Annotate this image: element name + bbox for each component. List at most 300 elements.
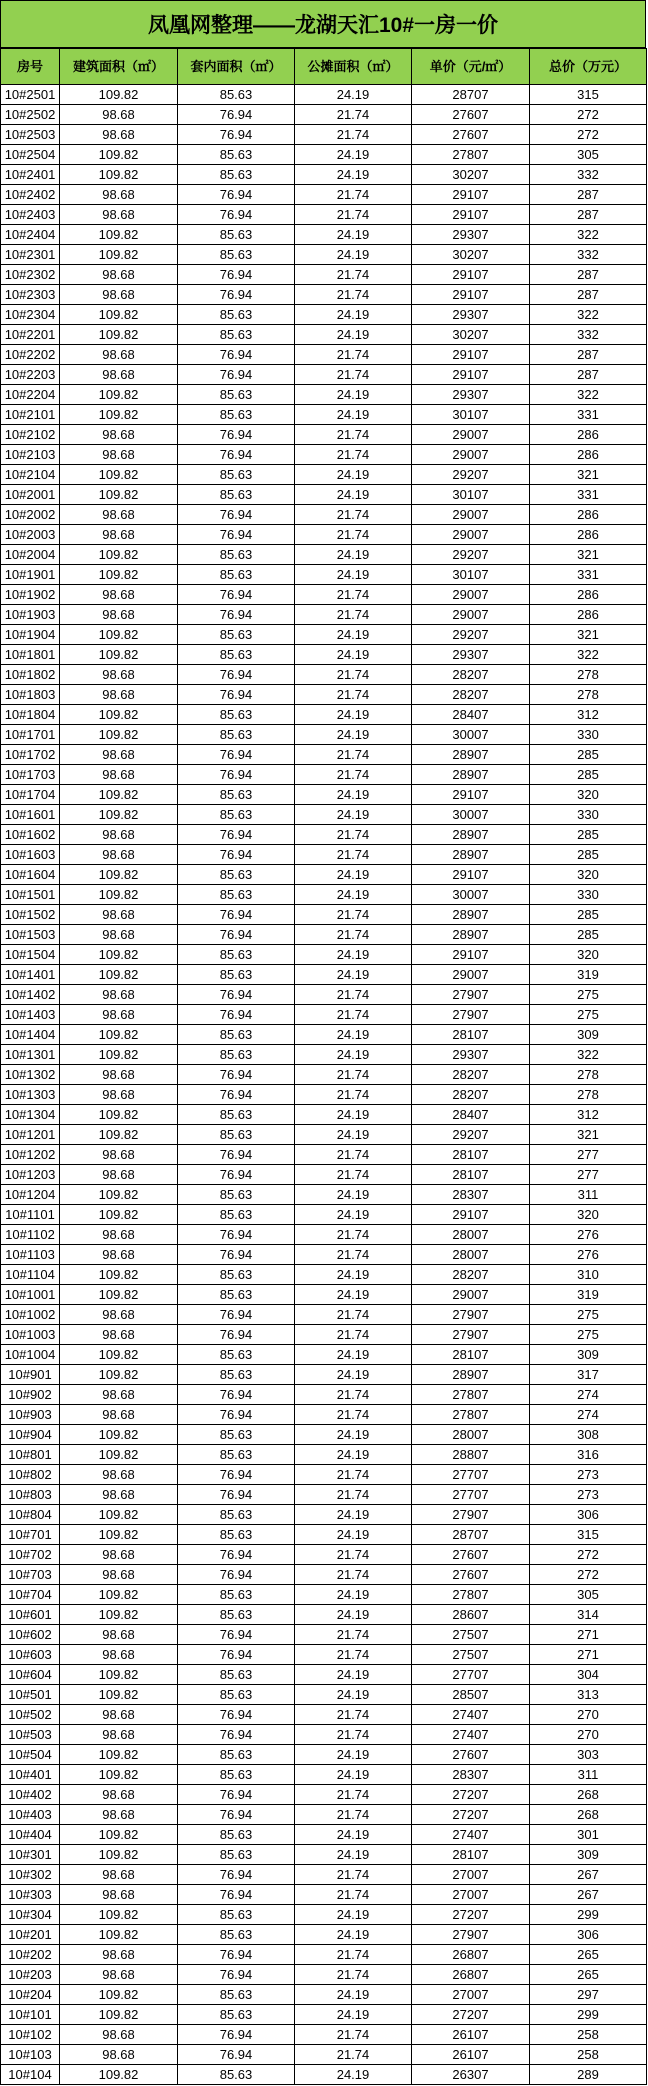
cell-total-price: 299 — [530, 1905, 647, 1925]
cell-room: 10#2004 — [1, 545, 60, 565]
cell-unit-price: 30107 — [412, 485, 530, 505]
table-row — [1, 125, 647, 145]
cell-room: 10#804 — [1, 1505, 60, 1525]
cell-total-price: 273 — [530, 1485, 647, 1505]
cell-shared-area: 21.74 — [295, 1305, 412, 1325]
cell-unit-price: 27407 — [412, 1705, 530, 1725]
cell-shared-area: 21.74 — [295, 345, 412, 365]
cell-inner-area: 76.94 — [178, 1705, 295, 1725]
cell-inner-area: 85.63 — [178, 85, 295, 105]
cell-unit-price: 29107 — [412, 205, 530, 225]
cell-unit-price: 30007 — [412, 805, 530, 825]
cell-shared-area: 24.19 — [295, 1285, 412, 1305]
cell-unit-price: 27907 — [412, 1305, 530, 1325]
table-row — [1, 2025, 647, 2045]
col-header-building-area: 建筑面积（㎡） — [60, 49, 178, 85]
cell-inner-area: 76.94 — [178, 845, 295, 865]
cell-inner-area: 85.63 — [178, 885, 295, 905]
table-row — [1, 1585, 647, 1605]
cell-total-price: 274 — [530, 1385, 647, 1405]
cell-shared-area: 21.74 — [295, 1625, 412, 1645]
cell-building-area: 98.68 — [60, 2045, 178, 2065]
cell-room: 10#2203 — [1, 365, 60, 385]
cell-unit-price: 28207 — [412, 1065, 530, 1085]
cell-shared-area: 21.74 — [295, 1645, 412, 1665]
cell-room: 10#1403 — [1, 1005, 60, 1025]
cell-building-area: 98.68 — [60, 265, 178, 285]
cell-total-price: 331 — [530, 485, 647, 505]
cell-shared-area: 21.74 — [295, 685, 412, 705]
cell-building-area: 109.82 — [60, 2005, 178, 2025]
cell-building-area: 109.82 — [60, 1825, 178, 1845]
cell-unit-price: 27607 — [412, 1565, 530, 1585]
cell-room: 10#2003 — [1, 525, 60, 545]
cell-building-area: 98.68 — [60, 605, 178, 625]
table-row — [1, 225, 647, 245]
cell-inner-area: 76.94 — [178, 1305, 295, 1325]
cell-building-area: 98.68 — [60, 505, 178, 525]
cell-total-price: 297 — [530, 1985, 647, 2005]
cell-unit-price: 28107 — [412, 1145, 530, 1165]
cell-unit-price: 27207 — [412, 1805, 530, 1825]
cell-unit-price: 26307 — [412, 2065, 530, 2085]
cell-inner-area: 76.94 — [178, 1625, 295, 1645]
cell-shared-area: 24.19 — [295, 1845, 412, 1865]
table-row — [1, 925, 647, 945]
table-row — [1, 2045, 647, 2065]
cell-shared-area: 21.74 — [295, 1805, 412, 1825]
cell-total-price: 311 — [530, 1185, 647, 1205]
cell-inner-area: 85.63 — [178, 1505, 295, 1525]
cell-total-price: 277 — [530, 1145, 647, 1165]
cell-total-price: 321 — [530, 625, 647, 645]
table-row — [1, 725, 647, 745]
cell-unit-price: 29007 — [412, 605, 530, 625]
table-row — [1, 1745, 647, 1765]
cell-inner-area: 76.94 — [178, 1225, 295, 1245]
cell-building-area: 98.68 — [60, 685, 178, 705]
cell-unit-price: 28207 — [412, 685, 530, 705]
cell-building-area: 98.68 — [60, 1485, 178, 1505]
cell-unit-price: 29107 — [412, 345, 530, 365]
cell-shared-area: 24.19 — [295, 1025, 412, 1045]
cell-shared-area: 21.74 — [295, 1245, 412, 1265]
cell-inner-area: 85.63 — [178, 545, 295, 565]
cell-total-price: 273 — [530, 1465, 647, 1485]
cell-building-area: 98.68 — [60, 1245, 178, 1265]
cell-room: 10#2503 — [1, 125, 60, 145]
cell-building-area: 98.68 — [60, 1465, 178, 1485]
cell-unit-price: 27907 — [412, 1505, 530, 1525]
cell-unit-price: 27807 — [412, 1385, 530, 1405]
cell-shared-area: 24.19 — [295, 245, 412, 265]
table-row — [1, 1985, 647, 2005]
cell-building-area: 109.82 — [60, 1105, 178, 1125]
cell-shared-area: 24.19 — [295, 385, 412, 405]
cell-room: 10#604 — [1, 1665, 60, 1685]
cell-building-area: 109.82 — [60, 1185, 178, 1205]
cell-shared-area: 24.19 — [295, 705, 412, 725]
cell-unit-price: 28307 — [412, 1185, 530, 1205]
cell-room: 10#2204 — [1, 385, 60, 405]
table-row — [1, 1305, 647, 1325]
cell-room: 10#603 — [1, 1645, 60, 1665]
cell-building-area: 109.82 — [60, 1665, 178, 1685]
cell-unit-price: 27207 — [412, 2005, 530, 2025]
cell-room: 10#2104 — [1, 465, 60, 485]
cell-building-area: 109.82 — [60, 485, 178, 505]
cell-inner-area: 76.94 — [178, 1405, 295, 1425]
cell-inner-area: 85.63 — [178, 1185, 295, 1205]
cell-inner-area: 85.63 — [178, 805, 295, 825]
cell-total-price: 285 — [530, 845, 647, 865]
cell-room: 10#2302 — [1, 265, 60, 285]
cell-building-area: 98.68 — [60, 285, 178, 305]
cell-inner-area: 76.94 — [178, 1165, 295, 1185]
cell-unit-price: 28407 — [412, 1105, 530, 1125]
cell-total-price: 306 — [530, 1505, 647, 1525]
cell-shared-area: 24.19 — [295, 1505, 412, 1525]
col-header-unit-price: 单价（元/㎡） — [412, 49, 530, 85]
cell-room: 10#1803 — [1, 685, 60, 705]
cell-unit-price: 29307 — [412, 305, 530, 325]
cell-unit-price: 28007 — [412, 1225, 530, 1245]
cell-room: 10#1701 — [1, 725, 60, 745]
cell-inner-area: 85.63 — [178, 225, 295, 245]
col-header-room: 房号 — [1, 49, 60, 85]
cell-room: 10#1604 — [1, 865, 60, 885]
cell-total-price: 315 — [530, 85, 647, 105]
cell-total-price: 321 — [530, 1125, 647, 1145]
cell-building-area: 109.82 — [60, 1445, 178, 1465]
cell-room: 10#1504 — [1, 945, 60, 965]
cell-room: 10#501 — [1, 1685, 60, 1705]
cell-total-price: 332 — [530, 325, 647, 345]
table-row — [1, 1725, 647, 1745]
cell-shared-area: 21.74 — [295, 905, 412, 925]
cell-total-price: 303 — [530, 1745, 647, 1765]
cell-inner-area: 76.94 — [178, 1645, 295, 1665]
cell-unit-price: 29107 — [412, 265, 530, 285]
table-row — [1, 2005, 647, 2025]
cell-shared-area: 24.19 — [295, 405, 412, 425]
cell-shared-area: 21.74 — [295, 265, 412, 285]
cell-inner-area: 76.94 — [178, 1565, 295, 1585]
cell-unit-price: 29007 — [412, 505, 530, 525]
cell-building-area: 109.82 — [60, 1745, 178, 1765]
cell-unit-price: 28107 — [412, 1845, 530, 1865]
cell-building-area: 109.82 — [60, 165, 178, 185]
table-row — [1, 1545, 647, 1565]
cell-room: 10#704 — [1, 1585, 60, 1605]
cell-building-area: 109.82 — [60, 865, 178, 885]
cell-unit-price: 29307 — [412, 385, 530, 405]
cell-room: 10#1203 — [1, 1165, 60, 1185]
cell-unit-price: 28007 — [412, 1245, 530, 1265]
table-row — [1, 705, 647, 725]
table-row — [1, 865, 647, 885]
cell-room: 10#402 — [1, 1785, 60, 1805]
cell-shared-area: 21.74 — [295, 125, 412, 145]
cell-room: 10#1101 — [1, 1205, 60, 1225]
cell-inner-area: 76.94 — [178, 825, 295, 845]
cell-inner-area: 76.94 — [178, 765, 295, 785]
cell-unit-price: 27907 — [412, 1925, 530, 1945]
cell-inner-area: 85.63 — [178, 1425, 295, 1445]
cell-room: 10#1804 — [1, 705, 60, 725]
cell-total-price: 287 — [530, 205, 647, 225]
table-row — [1, 1665, 647, 1685]
header-row — [1, 49, 647, 85]
table-row — [1, 305, 647, 325]
cell-inner-area: 76.94 — [178, 1945, 295, 1965]
cell-unit-price: 27707 — [412, 1485, 530, 1505]
cell-room: 10#701 — [1, 1525, 60, 1545]
cell-total-price: 320 — [530, 865, 647, 885]
cell-room: 10#303 — [1, 1885, 60, 1905]
cell-building-area: 109.82 — [60, 1925, 178, 1945]
cell-shared-area: 24.19 — [295, 1185, 412, 1205]
cell-building-area: 109.82 — [60, 1025, 178, 1045]
cell-room: 10#301 — [1, 1845, 60, 1865]
cell-total-price: 308 — [530, 1425, 647, 1445]
cell-unit-price: 28107 — [412, 1025, 530, 1045]
cell-building-area: 109.82 — [60, 785, 178, 805]
cell-shared-area: 21.74 — [295, 1005, 412, 1025]
cell-unit-price: 29007 — [412, 585, 530, 605]
table-row — [1, 1765, 647, 1785]
cell-inner-area: 76.94 — [178, 1385, 295, 1405]
cell-inner-area: 76.94 — [178, 2045, 295, 2065]
cell-shared-area: 24.19 — [295, 1265, 412, 1285]
cell-shared-area: 24.19 — [295, 1205, 412, 1225]
table-row — [1, 1025, 647, 1045]
table-row — [1, 425, 647, 445]
cell-shared-area: 24.19 — [295, 885, 412, 905]
cell-inner-area: 76.94 — [178, 285, 295, 305]
cell-shared-area: 24.19 — [295, 545, 412, 565]
cell-building-area: 98.68 — [60, 1085, 178, 1105]
table-row — [1, 505, 647, 525]
table-row — [1, 1605, 647, 1625]
cell-building-area: 98.68 — [60, 1625, 178, 1645]
cell-room: 10#702 — [1, 1545, 60, 1565]
cell-room: 10#1303 — [1, 1085, 60, 1105]
cell-room: 10#802 — [1, 1465, 60, 1485]
cell-room: 10#703 — [1, 1565, 60, 1585]
cell-total-price: 287 — [530, 365, 647, 385]
cell-inner-area: 76.94 — [178, 1145, 295, 1165]
cell-inner-area: 85.63 — [178, 1205, 295, 1225]
cell-shared-area: 21.74 — [295, 2025, 412, 2045]
table-row — [1, 445, 647, 465]
cell-building-area: 109.82 — [60, 625, 178, 645]
cell-shared-area: 24.19 — [295, 1905, 412, 1925]
cell-inner-area: 85.63 — [178, 1665, 295, 1685]
cell-inner-area: 85.63 — [178, 245, 295, 265]
cell-building-area: 98.68 — [60, 1945, 178, 1965]
table-row — [1, 365, 647, 385]
cell-unit-price: 27907 — [412, 1325, 530, 1345]
cell-unit-price: 27407 — [412, 1725, 530, 1745]
cell-room: 10#104 — [1, 2065, 60, 2085]
cell-room: 10#201 — [1, 1925, 60, 1945]
cell-unit-price: 29307 — [412, 1045, 530, 1065]
table-row — [1, 1805, 647, 1825]
cell-inner-area: 85.63 — [178, 1285, 295, 1305]
cell-unit-price: 28407 — [412, 705, 530, 725]
cell-total-price: 272 — [530, 1545, 647, 1565]
cell-inner-area: 85.63 — [178, 1045, 295, 1065]
cell-unit-price: 26807 — [412, 1965, 530, 1985]
cell-building-area: 98.68 — [60, 1645, 178, 1665]
cell-total-price: 272 — [530, 105, 647, 125]
cell-room: 10#1304 — [1, 1105, 60, 1125]
table-row — [1, 405, 647, 425]
cell-shared-area: 24.19 — [295, 1365, 412, 1385]
table-row — [1, 1685, 647, 1705]
table-row — [1, 1865, 647, 1885]
cell-unit-price: 26807 — [412, 1945, 530, 1965]
cell-shared-area: 24.19 — [295, 645, 412, 665]
table-row — [1, 1485, 647, 1505]
cell-inner-area: 85.63 — [178, 1525, 295, 1545]
table-row — [1, 905, 647, 925]
cell-total-price: 286 — [530, 505, 647, 525]
cell-inner-area: 76.94 — [178, 1865, 295, 1885]
cell-total-price: 278 — [530, 1085, 647, 1105]
cell-building-area: 98.68 — [60, 1305, 178, 1325]
cell-shared-area: 21.74 — [295, 1465, 412, 1485]
cell-total-price: 268 — [530, 1785, 647, 1805]
cell-shared-area: 21.74 — [295, 745, 412, 765]
table-row — [1, 885, 647, 905]
table-row — [1, 1005, 647, 1025]
cell-inner-area: 76.94 — [178, 985, 295, 1005]
cell-building-area: 98.68 — [60, 105, 178, 125]
cell-inner-area: 85.63 — [178, 865, 295, 885]
cell-inner-area: 85.63 — [178, 165, 295, 185]
cell-unit-price: 30207 — [412, 245, 530, 265]
cell-building-area: 98.68 — [60, 845, 178, 865]
cell-shared-area: 24.19 — [295, 1985, 412, 2005]
cell-room: 10#403 — [1, 1805, 60, 1825]
table-row — [1, 105, 647, 125]
cell-room: 10#404 — [1, 1825, 60, 1845]
cell-inner-area: 76.94 — [178, 685, 295, 705]
cell-total-price: 305 — [530, 1585, 647, 1605]
cell-building-area: 109.82 — [60, 1285, 178, 1305]
cell-room: 10#1104 — [1, 1265, 60, 1285]
cell-total-price: 314 — [530, 1605, 647, 1625]
cell-building-area: 109.82 — [60, 245, 178, 265]
table-row — [1, 665, 647, 685]
table-row — [1, 585, 647, 605]
cell-building-area: 109.82 — [60, 1525, 178, 1545]
cell-room: 10#1402 — [1, 985, 60, 1005]
cell-total-price: 277 — [530, 1165, 647, 1185]
cell-inner-area: 76.94 — [178, 745, 295, 765]
cell-building-area: 98.68 — [60, 1865, 178, 1885]
table-row — [1, 685, 647, 705]
cell-inner-area: 76.94 — [178, 905, 295, 925]
table-row — [1, 1145, 647, 1165]
cell-building-area: 109.82 — [60, 1265, 178, 1285]
table-row — [1, 1285, 647, 1305]
cell-room: 10#2301 — [1, 245, 60, 265]
cell-shared-area: 24.19 — [295, 1925, 412, 1945]
cell-unit-price: 29007 — [412, 1285, 530, 1305]
cell-inner-area: 76.94 — [178, 1785, 295, 1805]
cell-inner-area: 76.94 — [178, 1545, 295, 1565]
cell-total-price: 286 — [530, 425, 647, 445]
cell-room: 10#803 — [1, 1485, 60, 1505]
cell-unit-price: 28607 — [412, 1605, 530, 1625]
cell-building-area: 98.68 — [60, 345, 178, 365]
cell-unit-price: 30107 — [412, 565, 530, 585]
cell-shared-area: 21.74 — [295, 665, 412, 685]
cell-room: 10#1001 — [1, 1285, 60, 1305]
cell-total-price: 286 — [530, 605, 647, 625]
table-row — [1, 1465, 647, 1485]
cell-building-area: 109.82 — [60, 1365, 178, 1385]
cell-room: 10#504 — [1, 1745, 60, 1765]
cell-shared-area: 24.19 — [295, 485, 412, 505]
cell-unit-price: 29307 — [412, 645, 530, 665]
cell-inner-area: 85.63 — [178, 1925, 295, 1945]
cell-unit-price: 29007 — [412, 525, 530, 545]
cell-inner-area: 76.94 — [178, 105, 295, 125]
cell-room: 10#1501 — [1, 885, 60, 905]
cell-unit-price: 28307 — [412, 1765, 530, 1785]
cell-room: 10#2001 — [1, 485, 60, 505]
cell-inner-area: 76.94 — [178, 1885, 295, 1905]
cell-total-price: 278 — [530, 685, 647, 705]
cell-unit-price: 28207 — [412, 1085, 530, 1105]
cell-shared-area: 21.74 — [295, 185, 412, 205]
cell-inner-area: 85.63 — [178, 1905, 295, 1925]
cell-inner-area: 76.94 — [178, 1465, 295, 1485]
price-table — [0, 48, 647, 2085]
cell-total-price: 287 — [530, 285, 647, 305]
cell-shared-area: 24.19 — [295, 1125, 412, 1145]
cell-building-area: 98.68 — [60, 425, 178, 445]
cell-shared-area: 24.19 — [295, 225, 412, 245]
cell-inner-area: 85.63 — [178, 1585, 295, 1605]
cell-shared-area: 24.19 — [295, 1825, 412, 1845]
table-row — [1, 605, 647, 625]
cell-total-price: 322 — [530, 645, 647, 665]
table-row — [1, 765, 647, 785]
cell-unit-price: 30207 — [412, 325, 530, 345]
table-row — [1, 345, 647, 365]
cell-shared-area: 24.19 — [295, 325, 412, 345]
table-row — [1, 1705, 647, 1725]
cell-room: 10#204 — [1, 1985, 60, 2005]
table-row — [1, 1345, 647, 1365]
cell-shared-area: 24.19 — [295, 1605, 412, 1625]
cell-shared-area: 24.19 — [295, 865, 412, 885]
cell-shared-area: 24.19 — [295, 85, 412, 105]
cell-total-price: 287 — [530, 345, 647, 365]
cell-building-area: 109.82 — [60, 85, 178, 105]
cell-building-area: 98.68 — [60, 825, 178, 845]
cell-building-area: 109.82 — [60, 1585, 178, 1605]
cell-inner-area: 85.63 — [178, 945, 295, 965]
cell-room: 10#401 — [1, 1765, 60, 1785]
cell-total-price: 272 — [530, 125, 647, 145]
cell-total-price: 275 — [530, 1005, 647, 1025]
